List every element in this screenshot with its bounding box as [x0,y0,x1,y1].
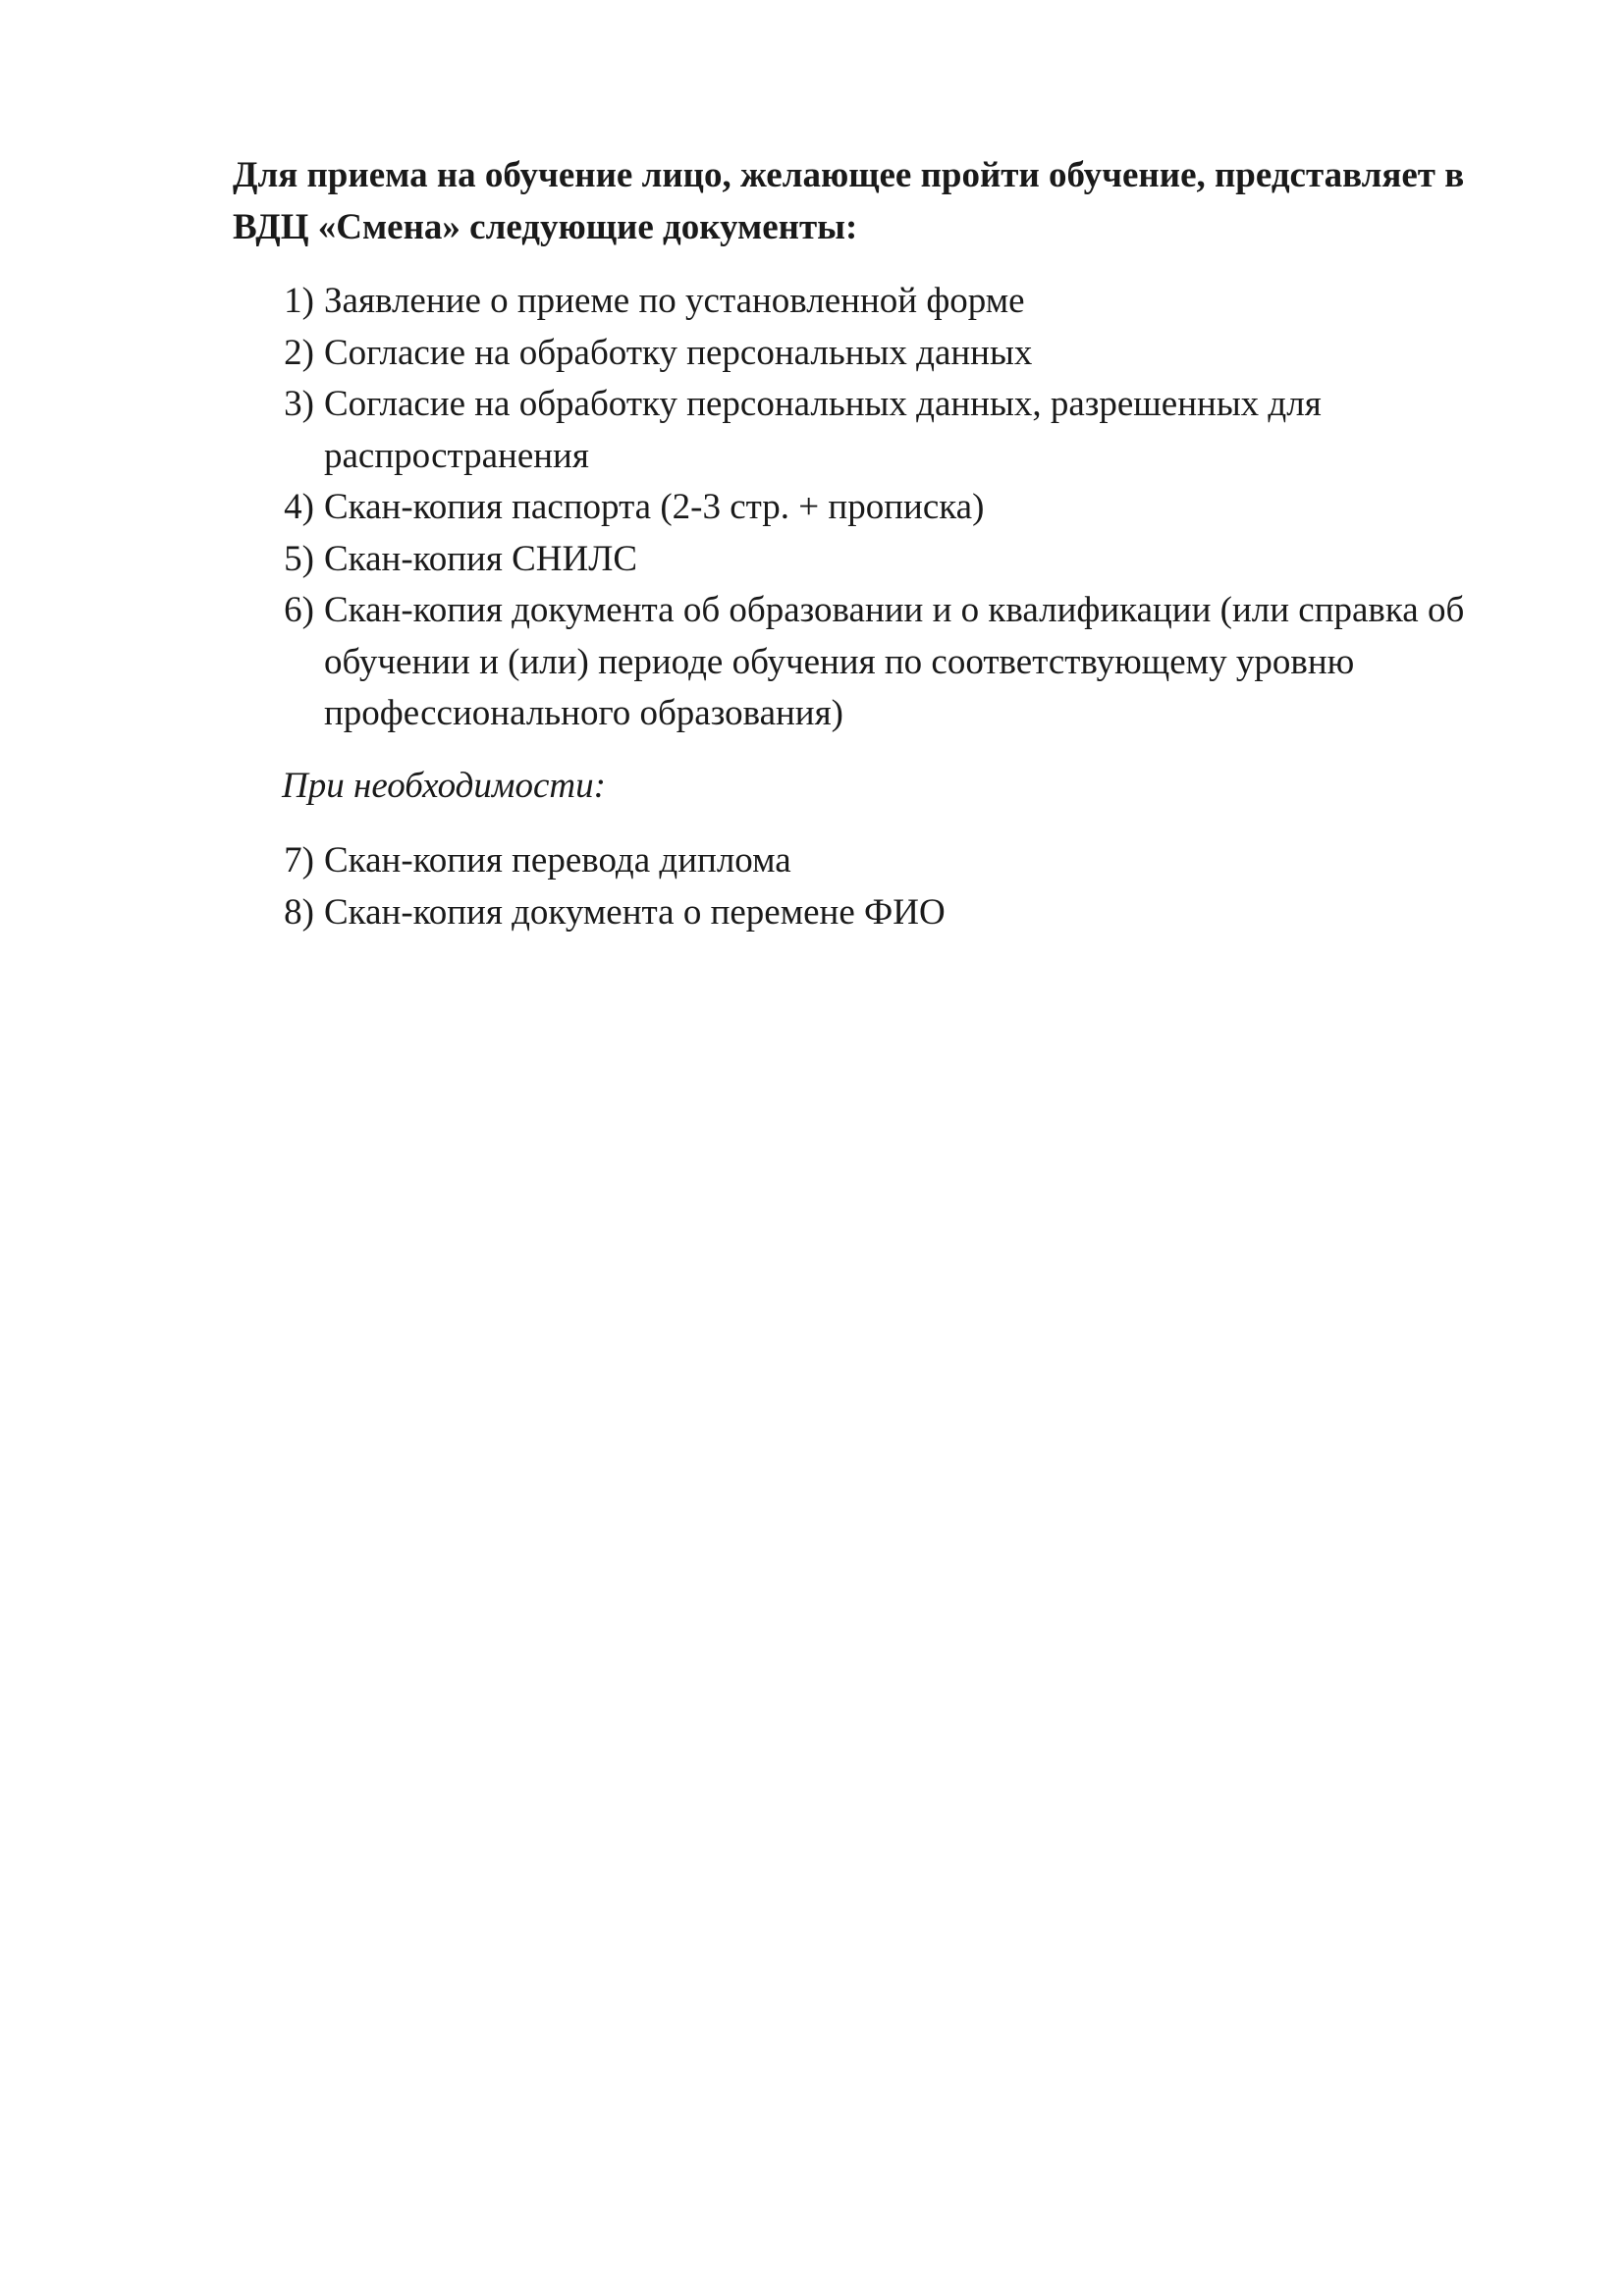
optional-documents-list [233,835,1539,938]
list-item [233,379,1539,482]
item-text: Скан-копия перевода диплома [324,840,791,881]
item-number: 5) [284,538,314,579]
item-text: Согласие на обработку персональных данных [324,332,1033,373]
list-item [233,482,1539,534]
item-text: Скан-копия паспорта (2-3 стр. + прописка) [324,487,985,527]
document-heading: Для приема на обучение лицо, желающее пройти обучение, представляет в ВДЦ «Смена» следующие документы: [233,155,1465,247]
list-item [233,835,1539,887]
list-item [233,534,1539,586]
list-item [233,328,1539,380]
item-number: 7) [284,840,314,881]
item-number: 1) [284,281,314,321]
item-text: Заявление о приеме по установленной форме [324,281,1025,321]
item-text: Согласие на обработку персональных данных, разрешенных для распространения [324,384,1322,476]
item-text: Скан-копия документа о перемене ФИО [324,891,946,933]
required-documents-list [233,276,1539,740]
list-item [233,887,1539,939]
item-number: 8) [284,891,314,933]
list-item [233,276,1539,328]
item-number: 6) [284,590,314,630]
item-number: 3) [284,384,314,424]
item-number: 2) [284,332,314,373]
item-number: 4) [284,487,314,527]
optional-note: При необходимости: [282,766,606,806]
list-item [233,585,1539,740]
item-text: Скан-копия документа об образовании и о квалификации (или справка об обучении и (или) периоде обучения по соответствующему уровню профессионального образования) [324,590,1465,733]
item-text: Скан-копия СНИЛС [324,538,637,579]
